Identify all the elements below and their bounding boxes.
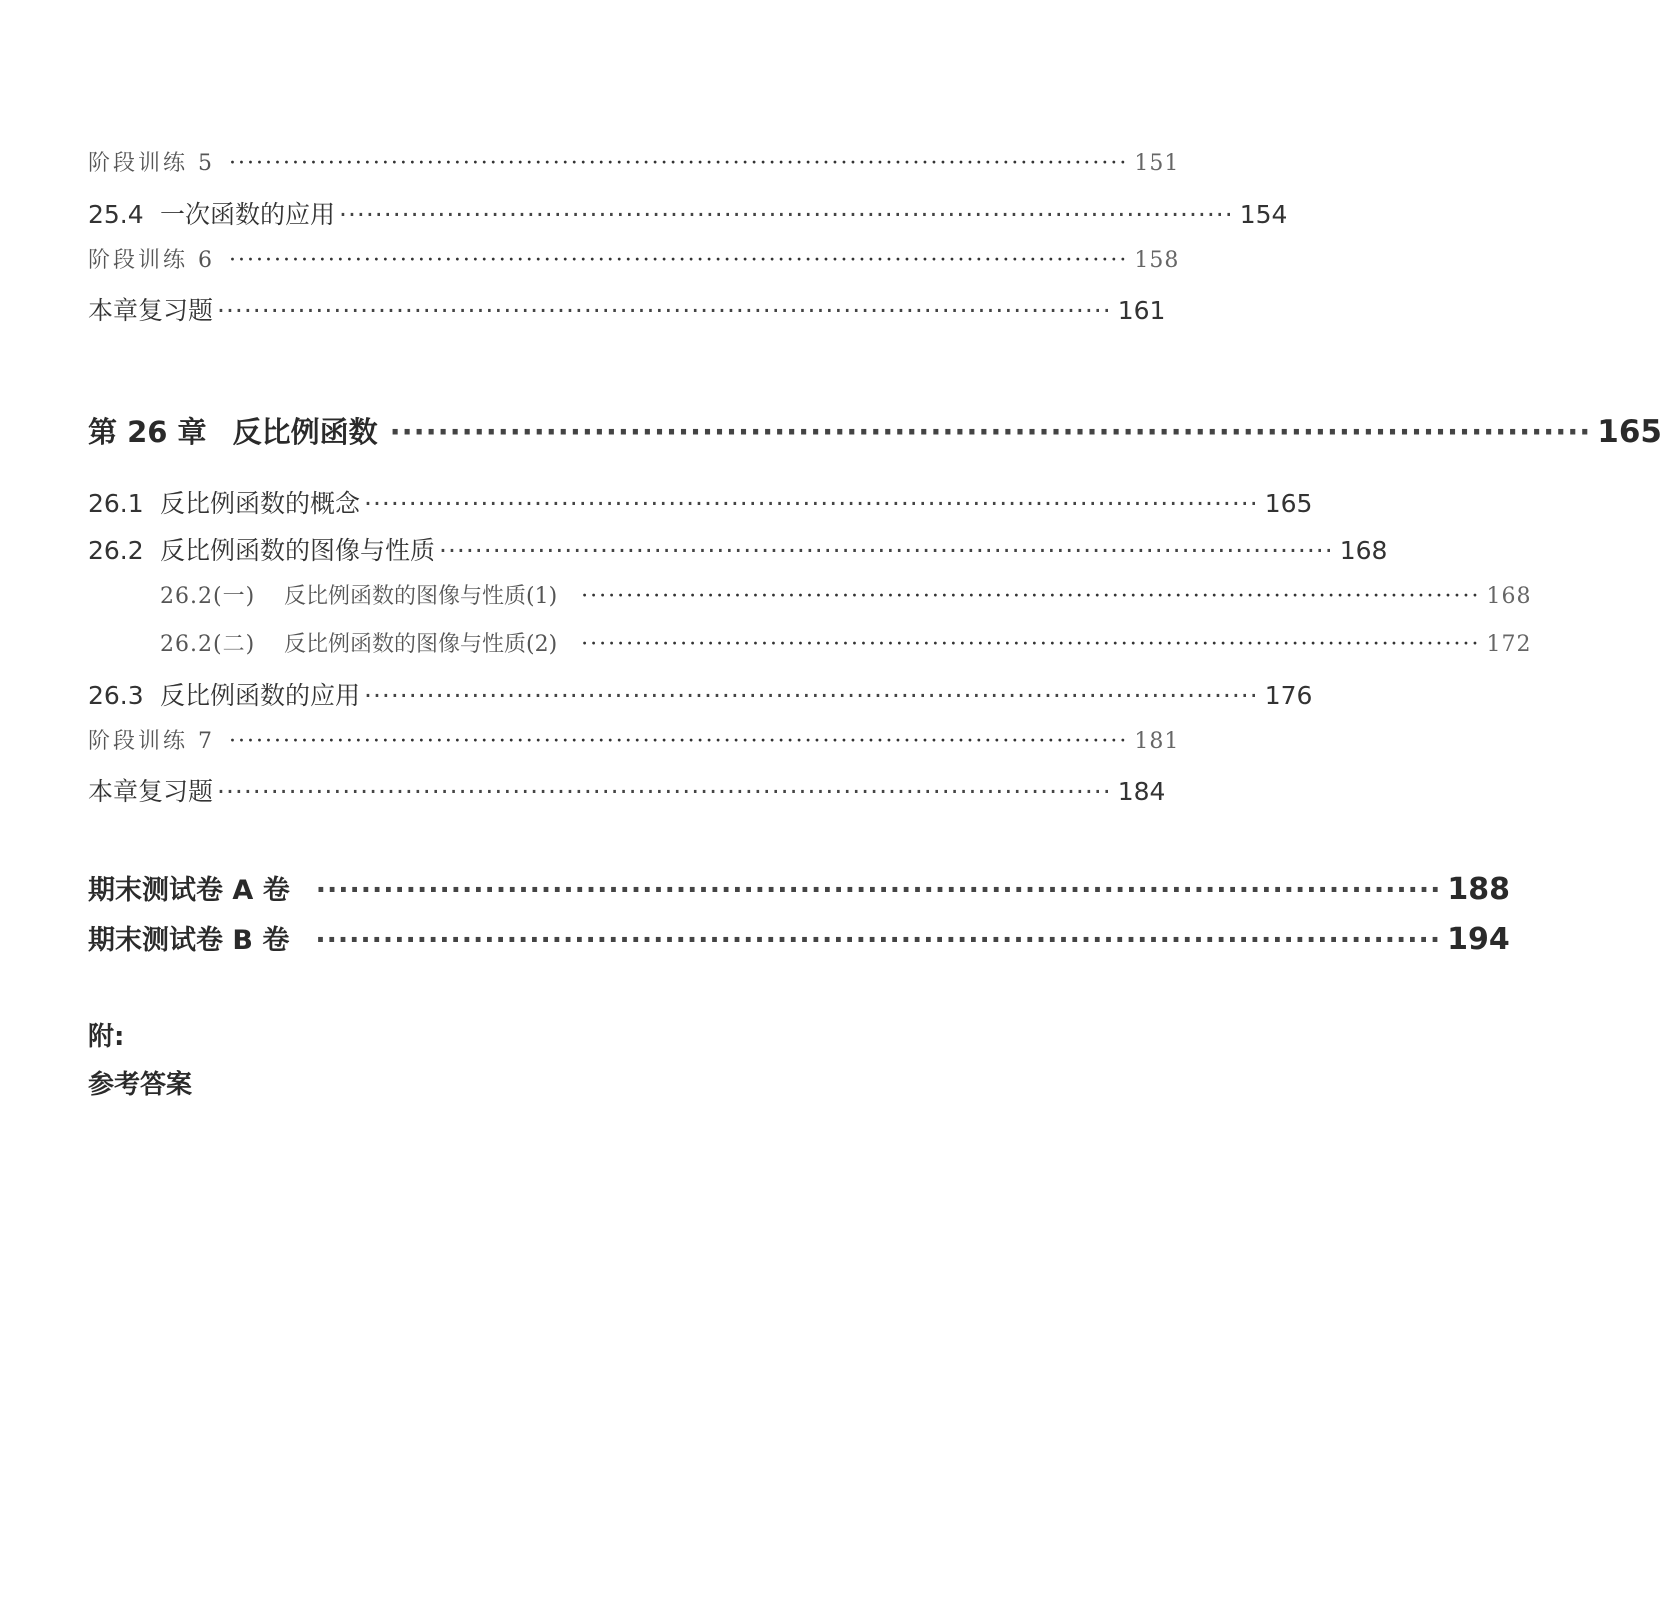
dot-leader: ···································································································· xyxy=(339,200,1234,229)
toc-entry-title: 阶段训练 5 xyxy=(88,151,215,176)
toc-entry-title: 反比例函数的应用 xyxy=(160,681,361,710)
chapter-page: 165 xyxy=(1597,414,1662,450)
toc-entry-title: 本章复习题 xyxy=(88,777,214,806)
dot-leader: ···································································································· xyxy=(315,925,1442,956)
dot-leader: ···································································································· xyxy=(229,151,1129,176)
toc-entry-title: 阶段训练 6 xyxy=(88,248,215,273)
appendix-item-answers[interactable]: 参考答案 xyxy=(88,1070,193,1100)
toc-chapter-26[interactable] xyxy=(88,410,1662,451)
appendix-label: 附: xyxy=(88,1022,125,1052)
toc-entry-page: 184 xyxy=(1117,777,1166,806)
toc-entry-title: 期末测试卷 A 卷 xyxy=(88,875,290,906)
toc-entry-number: 25.4 xyxy=(88,200,144,229)
toc-entry-stage-training-7[interactable] xyxy=(88,724,1180,755)
toc-entry-page: 151 xyxy=(1134,151,1180,176)
toc-entry-stage-training-6[interactable] xyxy=(88,243,1180,274)
toc-entry-page: 158 xyxy=(1134,248,1180,273)
toc-entry-page: 188 xyxy=(1447,872,1511,907)
toc-entry-number: 26.1 xyxy=(88,489,144,518)
toc-entry-page: 154 xyxy=(1239,200,1288,229)
toc-entry-title: 阶段训练 7 xyxy=(88,729,215,754)
toc-entry-title: 反比例函数的概念 xyxy=(160,489,361,518)
toc-entry-26-3[interactable] xyxy=(88,676,1313,712)
toc-entry-26-2-2[interactable] xyxy=(160,627,1532,658)
toc-entry-final-exam-b[interactable] xyxy=(88,918,1510,957)
toc-entry-title: 反比例函数的图像与性质(1) xyxy=(284,584,558,609)
toc-entry-title: 本章复习题 xyxy=(88,296,214,325)
toc-entry-25-4[interactable] xyxy=(88,195,1288,231)
chapter-title: 反比例函数 xyxy=(232,415,378,449)
toc-entry-number: 26.2 xyxy=(88,536,144,565)
toc-entry-chapter-review-25[interactable] xyxy=(88,291,1166,327)
dot-leader: ···································································································· xyxy=(229,248,1129,273)
dot-leader: ···································································································· xyxy=(581,632,1481,657)
toc-entry-number: 26.2(二) xyxy=(160,632,256,657)
toc-entry-page: 161 xyxy=(1117,296,1166,325)
chapter-number: 第 26 章 xyxy=(88,415,207,449)
toc-entry-page: 168 xyxy=(1339,536,1388,565)
toc-entry-page: 194 xyxy=(1447,922,1510,957)
toc-entry-page: 165 xyxy=(1264,489,1313,518)
toc-entry-26-2[interactable] xyxy=(88,531,1388,567)
dot-leader: ···································································································· xyxy=(229,729,1129,754)
dot-leader: ···································································································· xyxy=(364,681,1259,710)
dot-leader: ···································································································· xyxy=(364,489,1259,518)
toc-entry-number: 26.3 xyxy=(88,681,144,710)
toc-entry-26-2-1[interactable] xyxy=(160,579,1532,610)
toc-entry-page: 168 xyxy=(1486,584,1532,609)
toc-entry-26-1[interactable] xyxy=(88,484,1313,520)
toc-entry-final-exam-a[interactable] xyxy=(88,868,1511,907)
dot-leader: ···································································································· xyxy=(389,415,1592,449)
toc-entry-stage-training-5[interactable] xyxy=(88,146,1180,177)
toc-entry-page: 176 xyxy=(1264,681,1313,710)
dot-leader: ···································································································· xyxy=(439,536,1334,565)
dot-leader: ···································································································· xyxy=(217,777,1112,806)
toc-entry-number: 26.2(一) xyxy=(160,584,256,609)
toc-entry-page: 172 xyxy=(1486,632,1532,657)
toc-entry-title: 一次函数的应用 xyxy=(160,200,336,229)
toc-entry-page: 181 xyxy=(1134,729,1180,754)
toc-entry-title: 反比例函数的图像与性质(2) xyxy=(284,632,558,657)
dot-leader: ···································································································· xyxy=(217,296,1112,325)
toc-entry-chapter-review-26[interactable] xyxy=(88,772,1166,808)
toc-entry-title: 反比例函数的图像与性质 xyxy=(160,536,436,565)
dot-leader: ···································································································· xyxy=(315,875,1442,906)
toc-entry-title: 期末测试卷 B 卷 xyxy=(88,925,290,956)
dot-leader: ···································································································· xyxy=(581,584,1481,609)
